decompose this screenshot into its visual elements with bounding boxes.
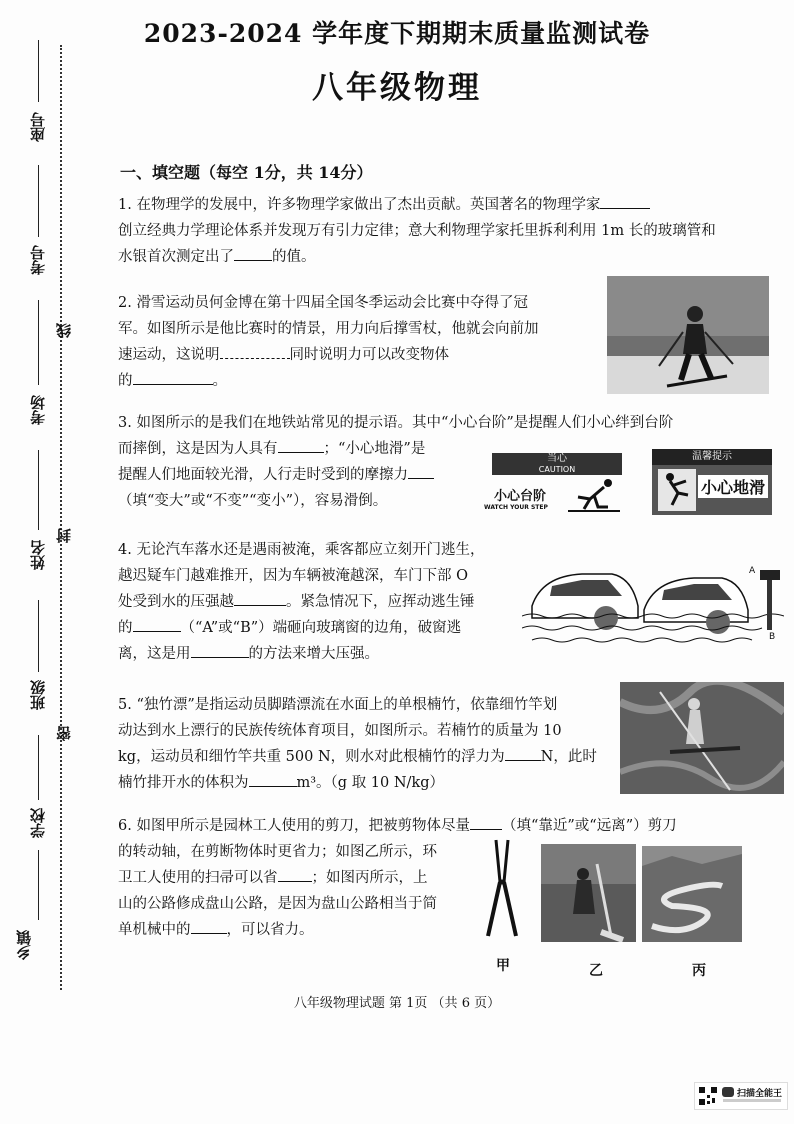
q5-line-2: 动达到水上漂行的民族传统体育项目，如图所示。若楠竹的质量为 10: [118, 723, 562, 739]
q3-blank-1[interactable]: [278, 438, 324, 453]
bamboo-rafting-photo: [620, 682, 784, 794]
q1-blank-2[interactable]: [234, 246, 272, 261]
caption-bing: 丙: [692, 963, 706, 979]
town-blank: [38, 850, 39, 920]
sign2-top-text: 温馨提示: [652, 449, 772, 465]
school-label: 学校: [29, 808, 47, 838]
sign2-main-text: 小心地滑: [698, 475, 768, 498]
section-fill-in-title: 一、填空题（每空 1分，共 14分）: [120, 163, 373, 182]
q4-line-4b: （“A”或“B”）端砸向玻璃窗的边角，破窗逃: [180, 620, 462, 636]
question-5: [118, 692, 597, 796]
sign1-sub-text: WATCH YOUR STEP: [484, 504, 548, 511]
shears-icon: [482, 838, 522, 938]
q4-line-4a: 的: [118, 620, 133, 636]
q3-line-1: 3. 如图所示的是我们在地铁站常见的提示语。其中“小心台阶”是提醒人们小心绊到台阶: [118, 415, 674, 431]
q5-line-4b: m³。（g 取 10 N/kg）: [296, 775, 445, 791]
q4-blank-1[interactable]: [234, 591, 286, 606]
sign1-caution-text: CAUTION: [538, 465, 576, 474]
q3-line-4: （填“变大”或“不变”“变小”），容易滑倒。: [118, 493, 388, 509]
q1-blank-1[interactable]: [600, 194, 650, 209]
exam-no-blank: [38, 165, 39, 237]
exam-no-label: 考号: [29, 245, 47, 275]
q4-line-5a: 离，这是用: [118, 646, 191, 662]
caption-yi: 乙: [589, 963, 603, 979]
q1-line-1: 1. 在物理学的发展中，许多物理学家做出了杰出贡献。英国著名的物理学家: [118, 197, 601, 213]
watermark-subline: [723, 1099, 781, 1102]
name-blank: [38, 450, 39, 530]
q2-line-1: 2. 滑雪运动员何金博在第十四届全国冬季运动会比赛中夺得了冠: [118, 295, 528, 311]
q6-blank-2[interactable]: [278, 867, 312, 882]
skier-photo: [607, 276, 769, 394]
secret-mark: 密: [55, 726, 73, 741]
q6-blank-1[interactable]: [470, 815, 502, 830]
q2-line-4a: 的: [118, 373, 133, 389]
q5-line-4a: 楠竹排开水的体积为: [118, 775, 249, 791]
tripping-figure-icon: [568, 477, 620, 513]
watermark-text: 扫描全能王: [737, 1089, 783, 1099]
town-label: 乡镇: [15, 930, 33, 960]
q2-line-2: 军。如图所示是他比赛时的情景，用力向后撑雪杖，他就会向前加: [118, 321, 539, 337]
qr-code-icon: [698, 1086, 718, 1106]
binding-dotted-line: [60, 45, 62, 990]
flooded-cars-figure: [522, 556, 784, 656]
q4-line-1: 4. 无论汽车落水还是遇雨被淹，乘客都应立刻开门逃生，: [118, 542, 485, 558]
seal-mark: 封: [55, 528, 73, 543]
q4-line-3b: 。紧急情况下，应挥动逃生锤: [286, 594, 475, 610]
q1-line-3a: 水银首次测定出了: [118, 249, 234, 265]
question-1: [118, 192, 716, 270]
q5-line-3a: kg，运动员和细竹竿共重 500 N，则水对此根楠竹的浮力为: [118, 749, 505, 765]
mountain-road-photo: [642, 846, 742, 942]
slipping-figure-icon: [658, 469, 696, 511]
hammer-label-a: A: [749, 566, 756, 576]
q5-line-3b: N，此时: [540, 749, 597, 765]
scanner-logo-icon: [722, 1087, 734, 1097]
q2-blank-2[interactable]: [133, 370, 213, 385]
sign-slippery-floor: [652, 449, 772, 515]
q2-blank-1[interactable]: [220, 344, 290, 359]
exam-subtitle: 八年级物理: [312, 70, 482, 106]
q5-blank-1[interactable]: [505, 746, 541, 761]
q5-line-1: 5. “独竹漂”是指运动员脚踏漂流在水面上的单根楠竹，依靠细竹竿划: [118, 697, 558, 713]
sweeper-photo: [541, 844, 636, 942]
q2-line-3b: 同时说明力可以改变物体: [289, 347, 449, 363]
question-4: [118, 537, 484, 667]
q5-blank-2[interactable]: [249, 772, 297, 787]
line-mark: 线: [55, 323, 73, 338]
page-footer: 八年级物理试题 第 1页 （共 6 页）: [293, 996, 501, 1011]
scanner-watermark: [694, 1082, 788, 1110]
q4-blank-2[interactable]: [133, 617, 181, 632]
q1-line-2: 创立经典力学理论体系并发现万有引力定律；意大利物理学家托里拆利利用 1m 长的玻璃管和: [118, 223, 716, 239]
q2-line-3a: 速运动，这说明: [118, 347, 220, 363]
q4-blank-3[interactable]: [191, 643, 249, 658]
caption-jia: 甲: [496, 958, 510, 974]
q6-line-1b: （填“靠近”或“远离”）剪刀: [501, 818, 677, 834]
q3-line-2a: 而摔倒，这是因为人具有: [118, 441, 278, 457]
q4-line-5b: 的方法来增大压强。: [248, 646, 379, 662]
q3-line-3a: 提醒人们地面较光滑，人行走时受到的摩擦力: [118, 467, 408, 483]
q6-line-5a: 单机械中的: [118, 922, 191, 938]
school-blank: [38, 735, 39, 800]
q2-line-4b: 。: [212, 373, 227, 389]
hammer-label-b: B: [769, 632, 776, 642]
question-2: [118, 290, 539, 394]
q6-line-3a: 卫工人使用的扫帚可以省: [118, 870, 278, 886]
sign1-top-text: 当心: [547, 453, 567, 464]
q3-blank-2[interactable]: [408, 464, 434, 479]
q6-line-5b: ，可以省力。: [226, 922, 314, 938]
sign-watch-step: [484, 453, 622, 513]
class-blank: [38, 600, 39, 672]
q6-line-2: 的转动轴，在剪断物体时更省力；如图乙所示，环: [118, 844, 437, 860]
q6-blank-3[interactable]: [191, 919, 227, 934]
sign1-main-text: 小心台阶: [494, 489, 547, 504]
name-label: 姓名: [29, 540, 47, 570]
q6-line-4: 山的公路修成盘山公路，是因为盘山公路相当于简: [118, 896, 437, 912]
q4-line-3a: 处受到水的压强越: [118, 594, 234, 610]
q6-line-1a: 6. 如图甲所示是园林工人使用的剪刀，把被剪物体尽量: [118, 818, 470, 834]
exam-title: 2023-2024 学年度下期期末质量监测试卷: [143, 19, 651, 48]
q1-line-3b: 的值。: [272, 249, 316, 265]
q4-line-2: 越迟疑车门越难推开，因为车辆被淹越深，车门下部 O: [118, 568, 468, 584]
q3-line-2b: ；“小心地滑”是: [323, 441, 426, 457]
room-label: 考场: [29, 395, 47, 425]
room-blank: [38, 300, 39, 385]
q6-line-3b: ；如图丙所示，上: [311, 870, 428, 886]
seat-label: 座号: [29, 112, 47, 142]
class-label: 班级: [29, 680, 47, 710]
